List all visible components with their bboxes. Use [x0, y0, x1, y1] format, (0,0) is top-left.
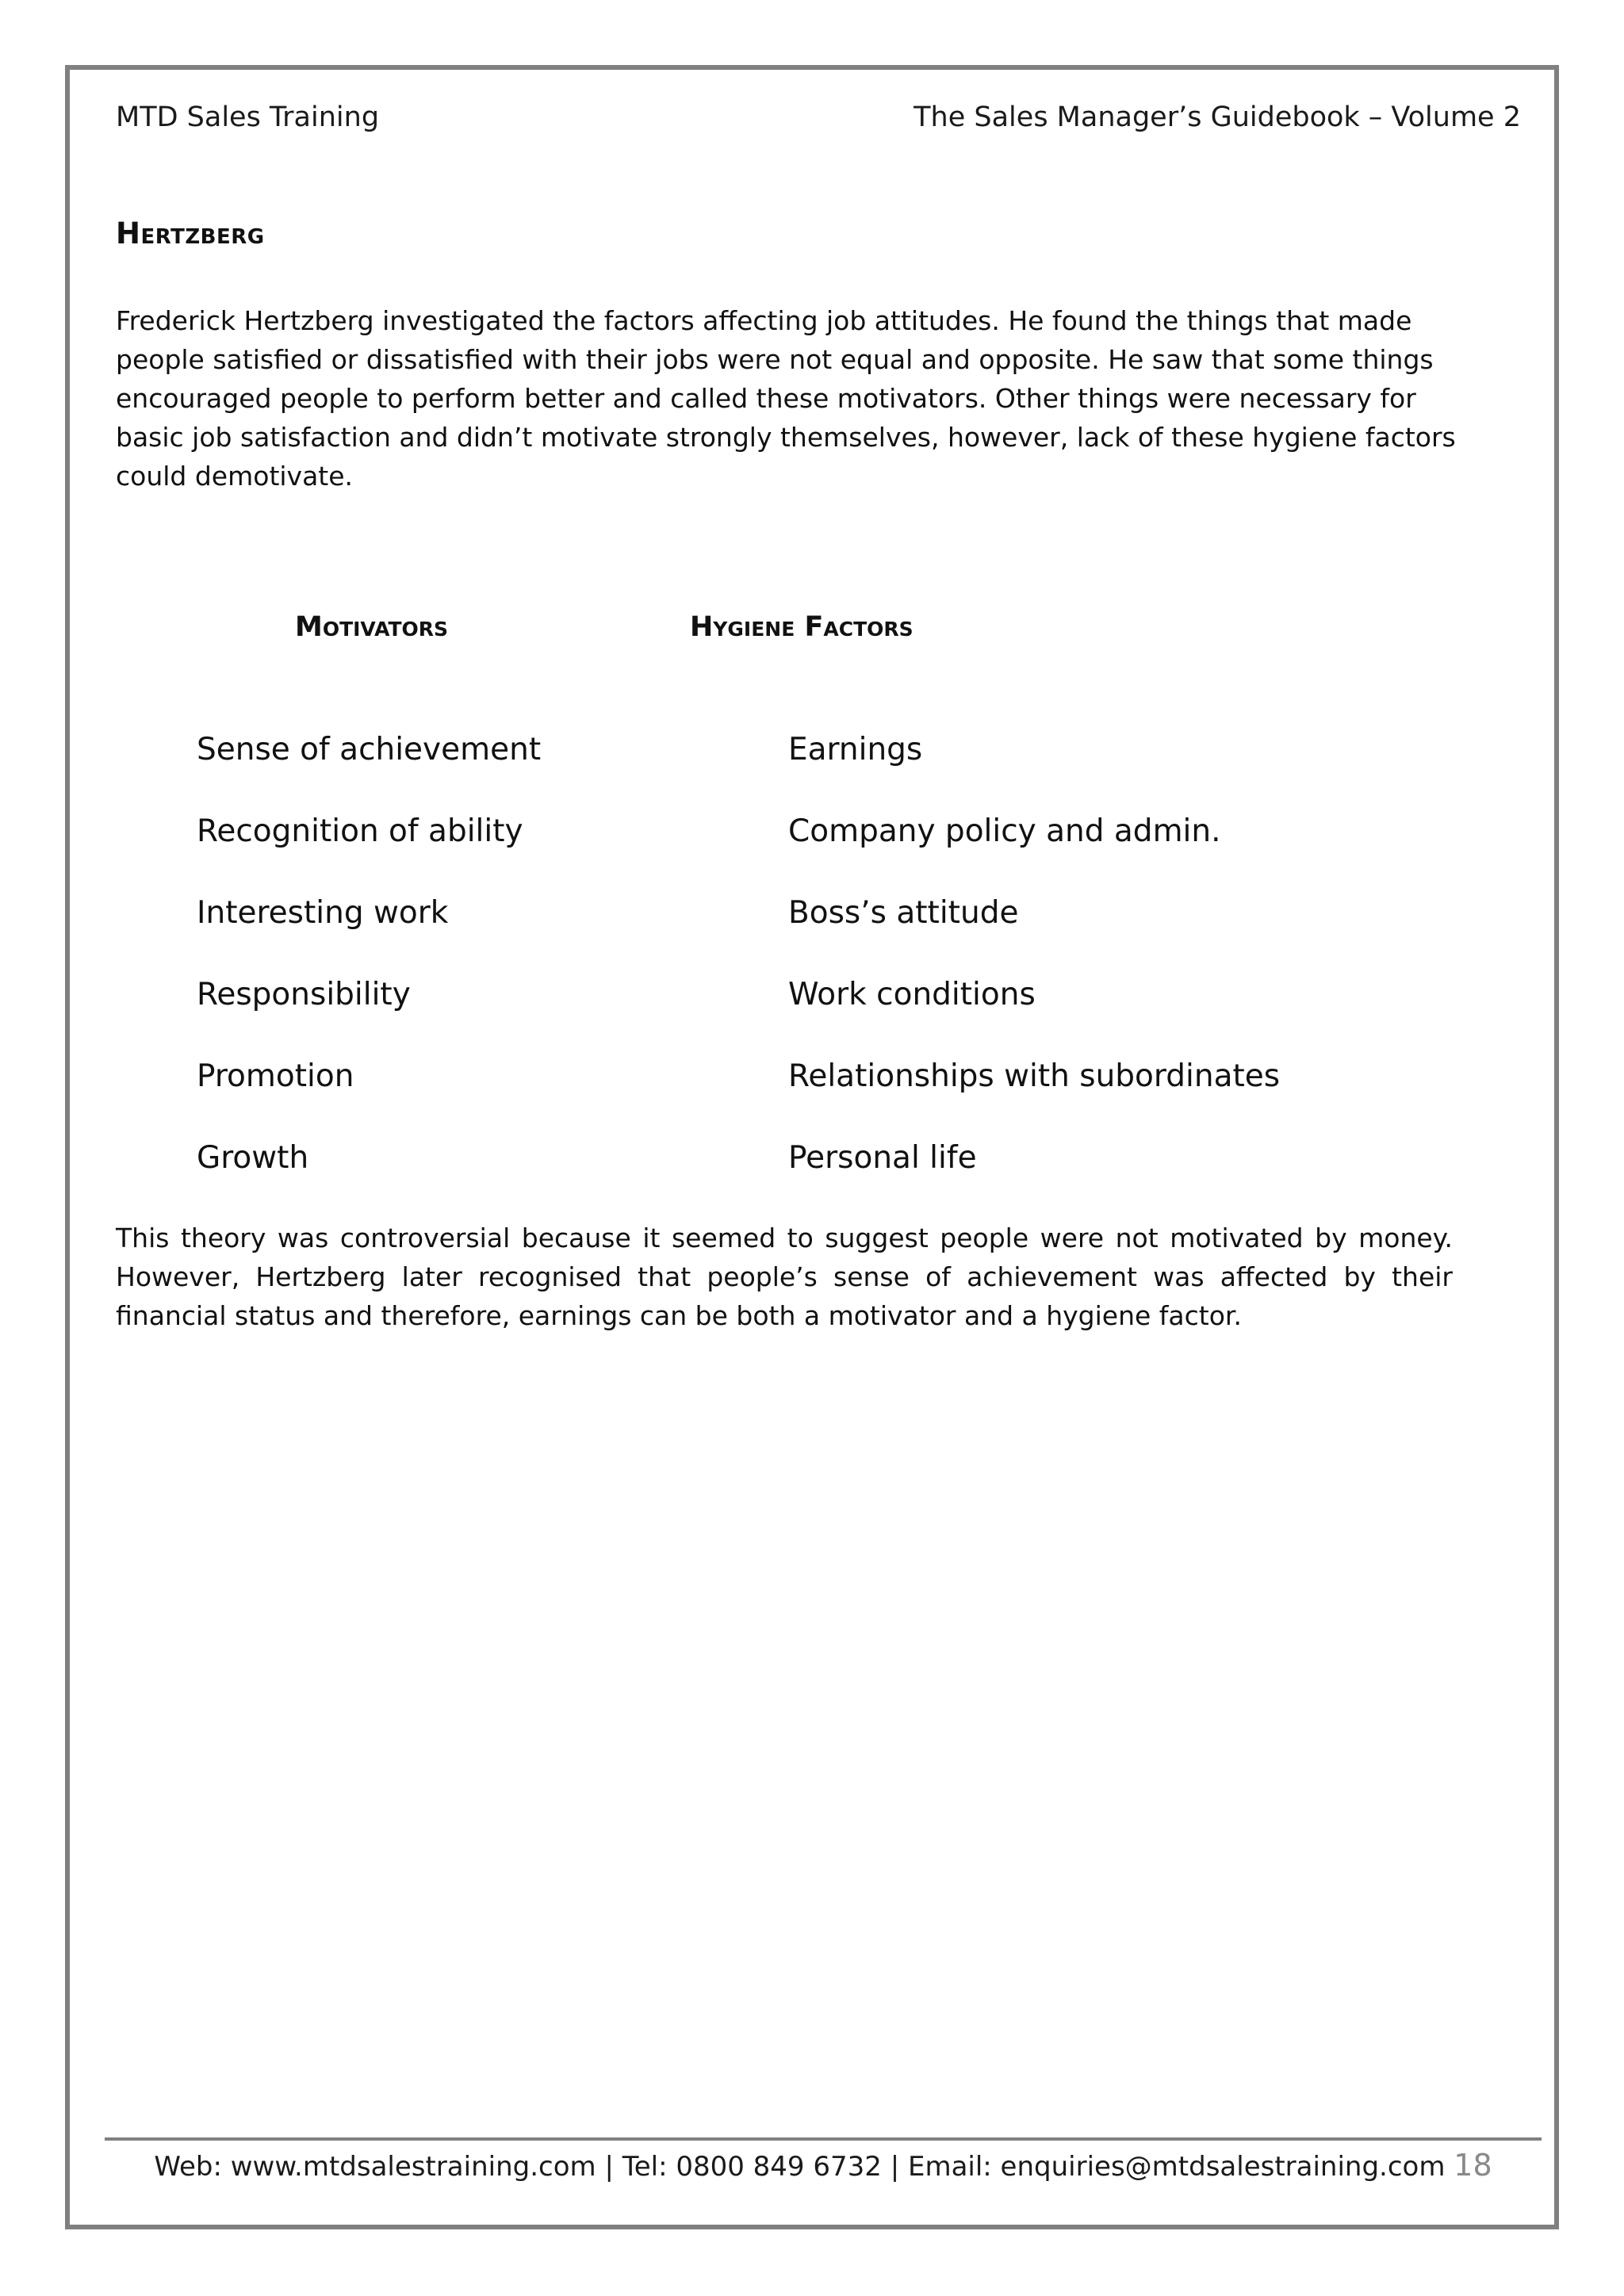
page-number: 18: [1454, 2148, 1492, 2183]
motivator-item: Interesting work: [197, 895, 449, 931]
hygiene-factors-list: [788, 726, 1280, 1216]
motivators-heading: Motivators: [295, 611, 449, 643]
footer: [105, 2145, 1542, 2187]
hygiene-item: Personal life: [788, 1140, 977, 1176]
motivators-list: [197, 726, 541, 1216]
header-book-title: The Sales Manager’s Guidebook – Volume 2: [914, 101, 1521, 133]
motivator-item: Growth: [197, 1140, 309, 1176]
hygiene-item: Work conditions: [788, 977, 1036, 1012]
motivator-item: Recognition of ability: [197, 813, 523, 849]
closing-paragraph: This theory was controversial because it seemed to suggest people were not motivated by money. However, Hertzberg later recognised that people’s sense of achievement was affected by their financial status and therefore, earnings can be both a motivator and a hygiene factor.: [116, 1223, 1453, 1331]
footer-divider: [105, 2137, 1542, 2141]
section-title: Hertzberg: [116, 216, 265, 251]
footer-contact: Web: www.mtdsalestraining.com | Tel: 0800 849 6732 | Email: enquiries@mtdsalestraining.com: [154, 2151, 1446, 2183]
hygiene-item: Boss’s attitude: [788, 895, 1019, 931]
motivator-item: Sense of achievement: [197, 732, 542, 767]
hygiene-item: Relationships with subordinates: [788, 1058, 1281, 1094]
motivator-item: Responsibility: [197, 977, 411, 1012]
intro-paragraph: Frederick Hertzberg investigated the factors affecting job attitudes. He found the things that made people satisfied or dissatisfied with their jobs were not equal and opposite. He saw that some things encouraged people to perform better and called these motivators. Other things were necessary for basic job satisfaction and didn’t motivate strongly themselves, however, lack of these hygiene factors could demotivate.: [116, 305, 1456, 492]
hygiene-item: Company policy and admin.: [788, 813, 1221, 849]
hygiene-factors-heading: Hygiene Factors: [690, 611, 914, 643]
motivator-item: Promotion: [197, 1058, 354, 1094]
hygiene-item: Earnings: [788, 732, 923, 767]
header-company: MTD Sales Training: [116, 101, 380, 133]
